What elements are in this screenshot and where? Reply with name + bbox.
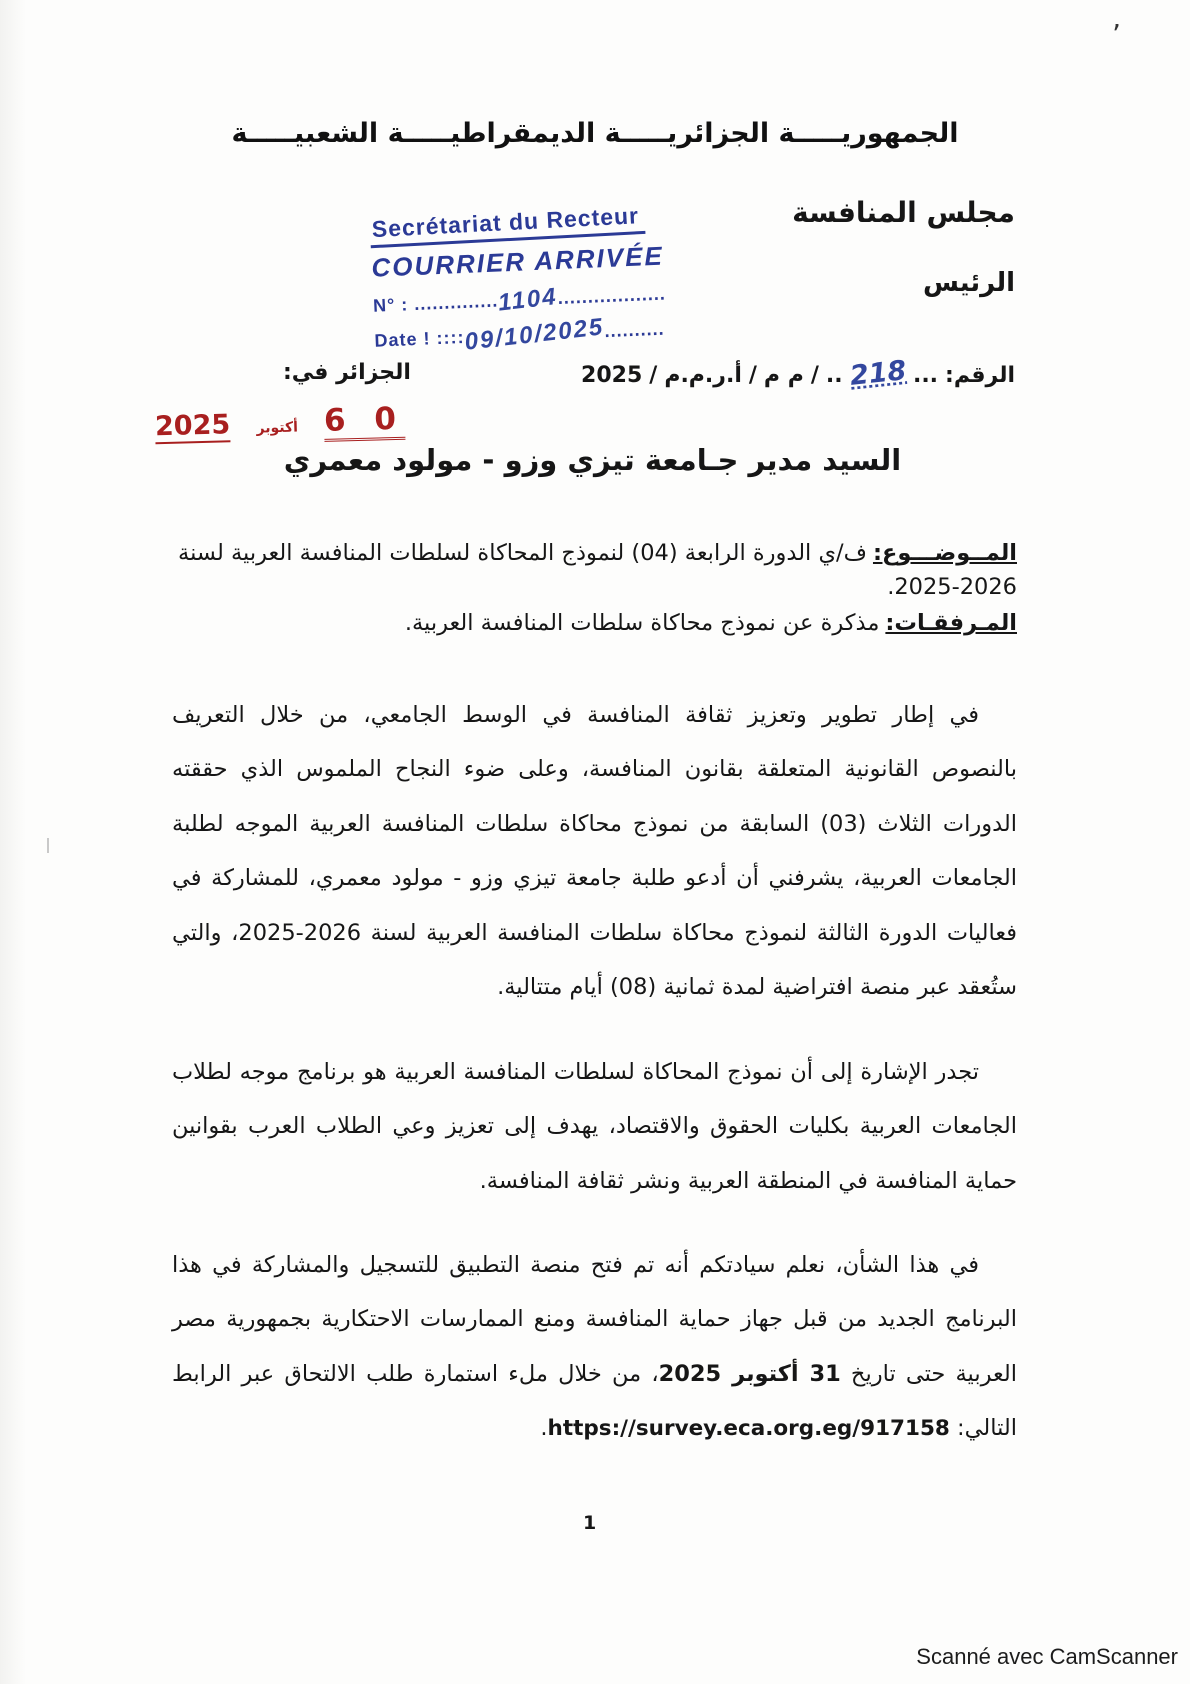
stamp-date-dots-right: ..........: [604, 318, 665, 342]
date-stamp-year: 2025: [154, 409, 231, 443]
stamp-date-label: Date !: [374, 328, 431, 351]
scan-artifact-mark: ’: [1112, 18, 1121, 51]
place-date-label: الجزائر في:: [283, 360, 411, 385]
subject-label: المــوضـــوع:: [872, 540, 1017, 566]
paragraph3-deadline-date: 31 أكتوبر 2025: [658, 1360, 841, 1387]
reference-label: الرقم:: [945, 363, 1015, 388]
body-paragraph-3: [172, 1238, 1017, 1456]
reference-number-line: [581, 355, 1015, 392]
stamp-number-dots-left: ..............: [413, 290, 499, 315]
letter-body: [172, 688, 1017, 1486]
arrival-stamp: [369, 197, 794, 356]
paragraph3-text-middle: ، من خلال ملء استمارة طلب الالتحاق عبر الرابط التالي:: [172, 1360, 1017, 1442]
reference-token-5: 2025: [581, 363, 643, 388]
paragraph3-period: .: [540, 1415, 548, 1442]
camscanner-watermark: Scanné avec CamScanner: [916, 1644, 1178, 1669]
republic-header: الجمهوريـــــة الجزائريـــــة الديمقراطيـــــة الشعبيـــــة: [231, 118, 959, 149]
stamp-office-line: Secrétariat du Recteur: [369, 202, 646, 248]
reference-dots-a: ...: [912, 363, 939, 388]
reference-number-handwritten: 218: [848, 355, 908, 392]
date-stamp-month: أكتوبر: [256, 419, 299, 437]
subject-line: [172, 537, 1017, 605]
reference-token-0: /: [810, 363, 819, 388]
subject-text: ف/ي الدورة الرابعة (04) لنموذج المحاكاة لسلطات المنافسة العربية لسنة 2026-2025.: [178, 540, 1017, 600]
sender-organization: مجلس المنافسة: [792, 196, 1015, 229]
stamp-number-dots-right: ..................: [557, 283, 667, 309]
stamp-number-label: N° :: [372, 294, 409, 316]
reference-token-2: /: [748, 363, 757, 388]
reference-token-3: أ.ر.م.م: [664, 363, 742, 388]
stamp-number-handwritten: 1104: [496, 283, 560, 317]
attachments-label: المـرفقـات:: [885, 610, 1017, 636]
date-stamp-day: 0 6: [324, 401, 406, 442]
sender-title: الرئيس: [923, 267, 1015, 298]
stamp-courrier-line: COURRIER ARRIVÉE: [370, 240, 665, 283]
attachments-line: [172, 607, 1017, 641]
body-paragraph-2: تجدر الإشارة إلى أن نموذج المحاكاة لسلطات المنافسة العربية هو برنامج موجه لطلاب الجامعات العربية بكليات الحقوق والاقتصاد، يهدف إلى تعزيز وعي الطلاب العرب بقوانين حماية المنافسة في المنطقة العربية ونشر ثقافة المنافسة.: [172, 1058, 1017, 1194]
page-number: 1: [583, 1512, 597, 1534]
reference-token-4: /: [649, 363, 658, 388]
recipient-line: السيد مدير جـامعة تيزي وزو - مولود معمري: [283, 443, 902, 477]
stamp-date-handwritten: 09/10/2025: [463, 313, 606, 356]
attachments-text: مذكرة عن نموذج محاكاة سلطات المنافسة العربية.: [404, 610, 880, 636]
paragraph3-text-start: في هذا الشأن، نعلم سيادتكم أنه تم فتح منصة التطبيق للتسجيل والمشاركة في هذا البرنامج الجديد من قبل جهاز حماية المنافسة ومنع الممارسات الاحتكارية بجمهورية مصر العربية حتى تاريخ: [172, 1251, 1017, 1387]
reference-dots-b: ..: [825, 363, 843, 388]
red-date-stamp: [155, 401, 406, 447]
sender-block: [792, 196, 1015, 298]
scan-edge-artifact: [47, 838, 49, 853]
reference-token-1: م م: [763, 363, 804, 388]
registration-url: https://survey.eca.org.eg/917158: [547, 1416, 950, 1442]
body-paragraph-1: في إطار تطوير وتعزيز ثقافة المنافسة في الوسط الجامعي، من خلال التعريف بالنصوص القانونية المتعلقة بقانون المنافسة، وعلى ضوء النجاح الملموس الذي حققته الدورات الثلاث (03) السابقة من نموذج محاكاة سلطات المنافسة العربية الموجه لطلبة الجامعات العربية، يشرفني أن أدعو طلبة جامعة تيزي وزو - مولود معمري، للمشاركة في فعاليات الدورة الثالثة لنموذج محاكاة سلطات المنافسة العربية لسنة 2026-2025، والتي ستُعقد عبر منصة افتراضية لمدة ثمانية (08) أيام متتالية.: [172, 702, 1017, 1001]
stamp-date-dots-left: ::::: [436, 326, 465, 349]
